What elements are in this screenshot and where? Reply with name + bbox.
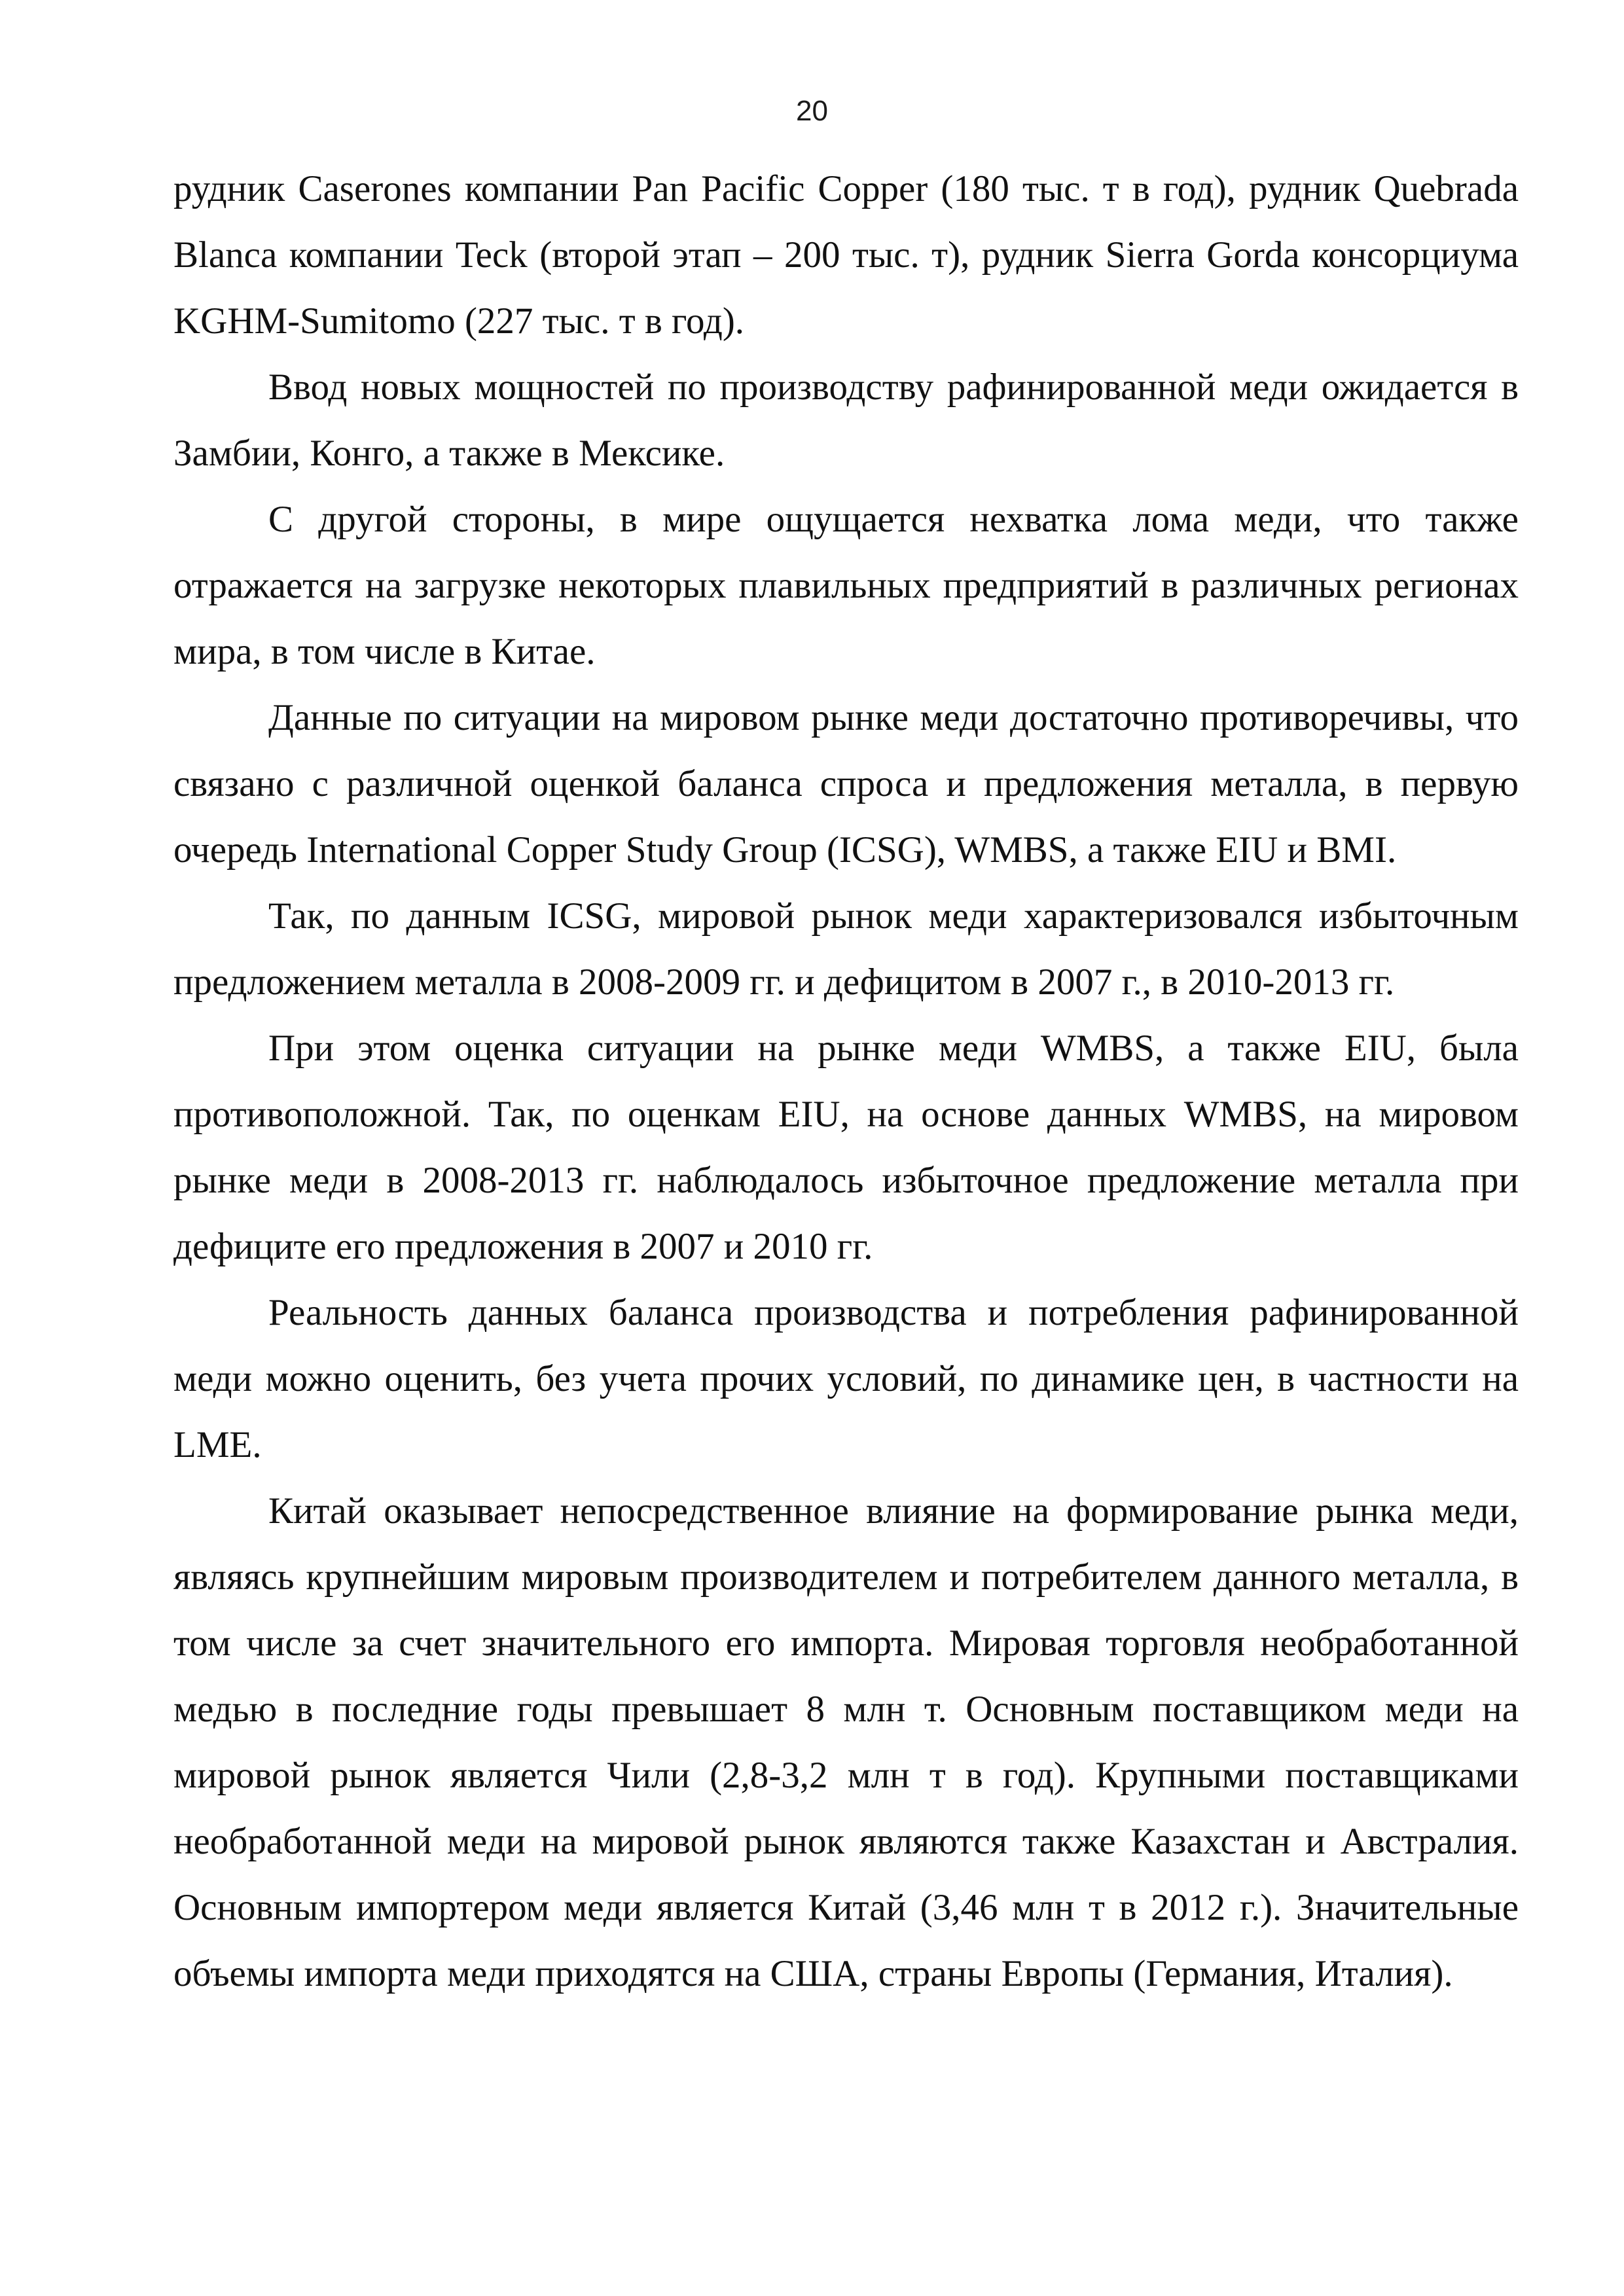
document-body (173, 156, 1519, 2007)
paragraph-market-data: Данные по ситуации на мировом рынке меди достаточно противоречивы, что связано с различной оценкой баланса спроса и предложения металла, в первую очередь International Copper Study Group (ICSG), WMBS, а также EIU и BMI. (173, 697, 1519, 870)
paragraph-lme-prices: Реальность данных баланса производства и потребления рафинированной меди можно оценить, без учета прочих условий, по динамике цен, в частности на LME. (173, 1292, 1519, 1465)
paragraph-icsg-data: Так, по данным ICSG, мировой рынок меди характеризовался избыточным предложением металла в 2008-2009 гг. и дефицитом в 2007 г., в 2010-2013 гг. (173, 895, 1519, 1003)
paragraph-wmbs-eiu-assessment: При этом оценка ситуации на рынке меди WMBS, а также EIU, была противоположной. Так, по оценкам EIU, на основе данных WMBS, на мировом рынке меди в 2008-2013 гг. наблюдалось избыточное предложение металла при дефиците его предложения в 2007 и 2010 гг. (173, 1028, 1519, 1267)
paragraph-refined-copper-capacity: Ввод новых мощностей по производству рафинированной меди ожидается в Замбии, Конго, а также в Мексике. (173, 367, 1519, 474)
page-number: 20 (796, 95, 828, 127)
paragraph-china-influence: Китай оказывает непосредственное влияние на формирование рынка меди, являясь крупнейшим мировым производителем и потребителем данного металла, в том числе за счет значительного его импорта. Мировая торговля необработанной медью в последние годы превышает 8 млн т. Основным поставщиком меди на мировой рынок является Чили (2,8-3,2 млн т в год). Крупными поставщиками необработанной меди на мировой рынок являются также Казахстан и Австралия. Основным импортером меди является Китай (3,46 млн т в 2012 г.). Значительные объемы импорта меди приходятся на США, страны Европы (Германия, Италия). (173, 1490, 1519, 1994)
paragraph-continuation: рудник Caserones компании Pan Pacific Copper (180 тыс. т в год), рудник Quebrada Blanca компании Teck (второй этап – 200 тыс. т), рудник Sierra Gorda консорциума KGHM-Sumitomo (227 тыс. т в год). (173, 168, 1519, 342)
paragraph-scrap-shortage: С другой стороны, в мире ощущается нехватка лома меди, что также отражается на загрузке некоторых плавильных предприятий в различных регионах мира, в том числе в Китае. (173, 499, 1519, 672)
